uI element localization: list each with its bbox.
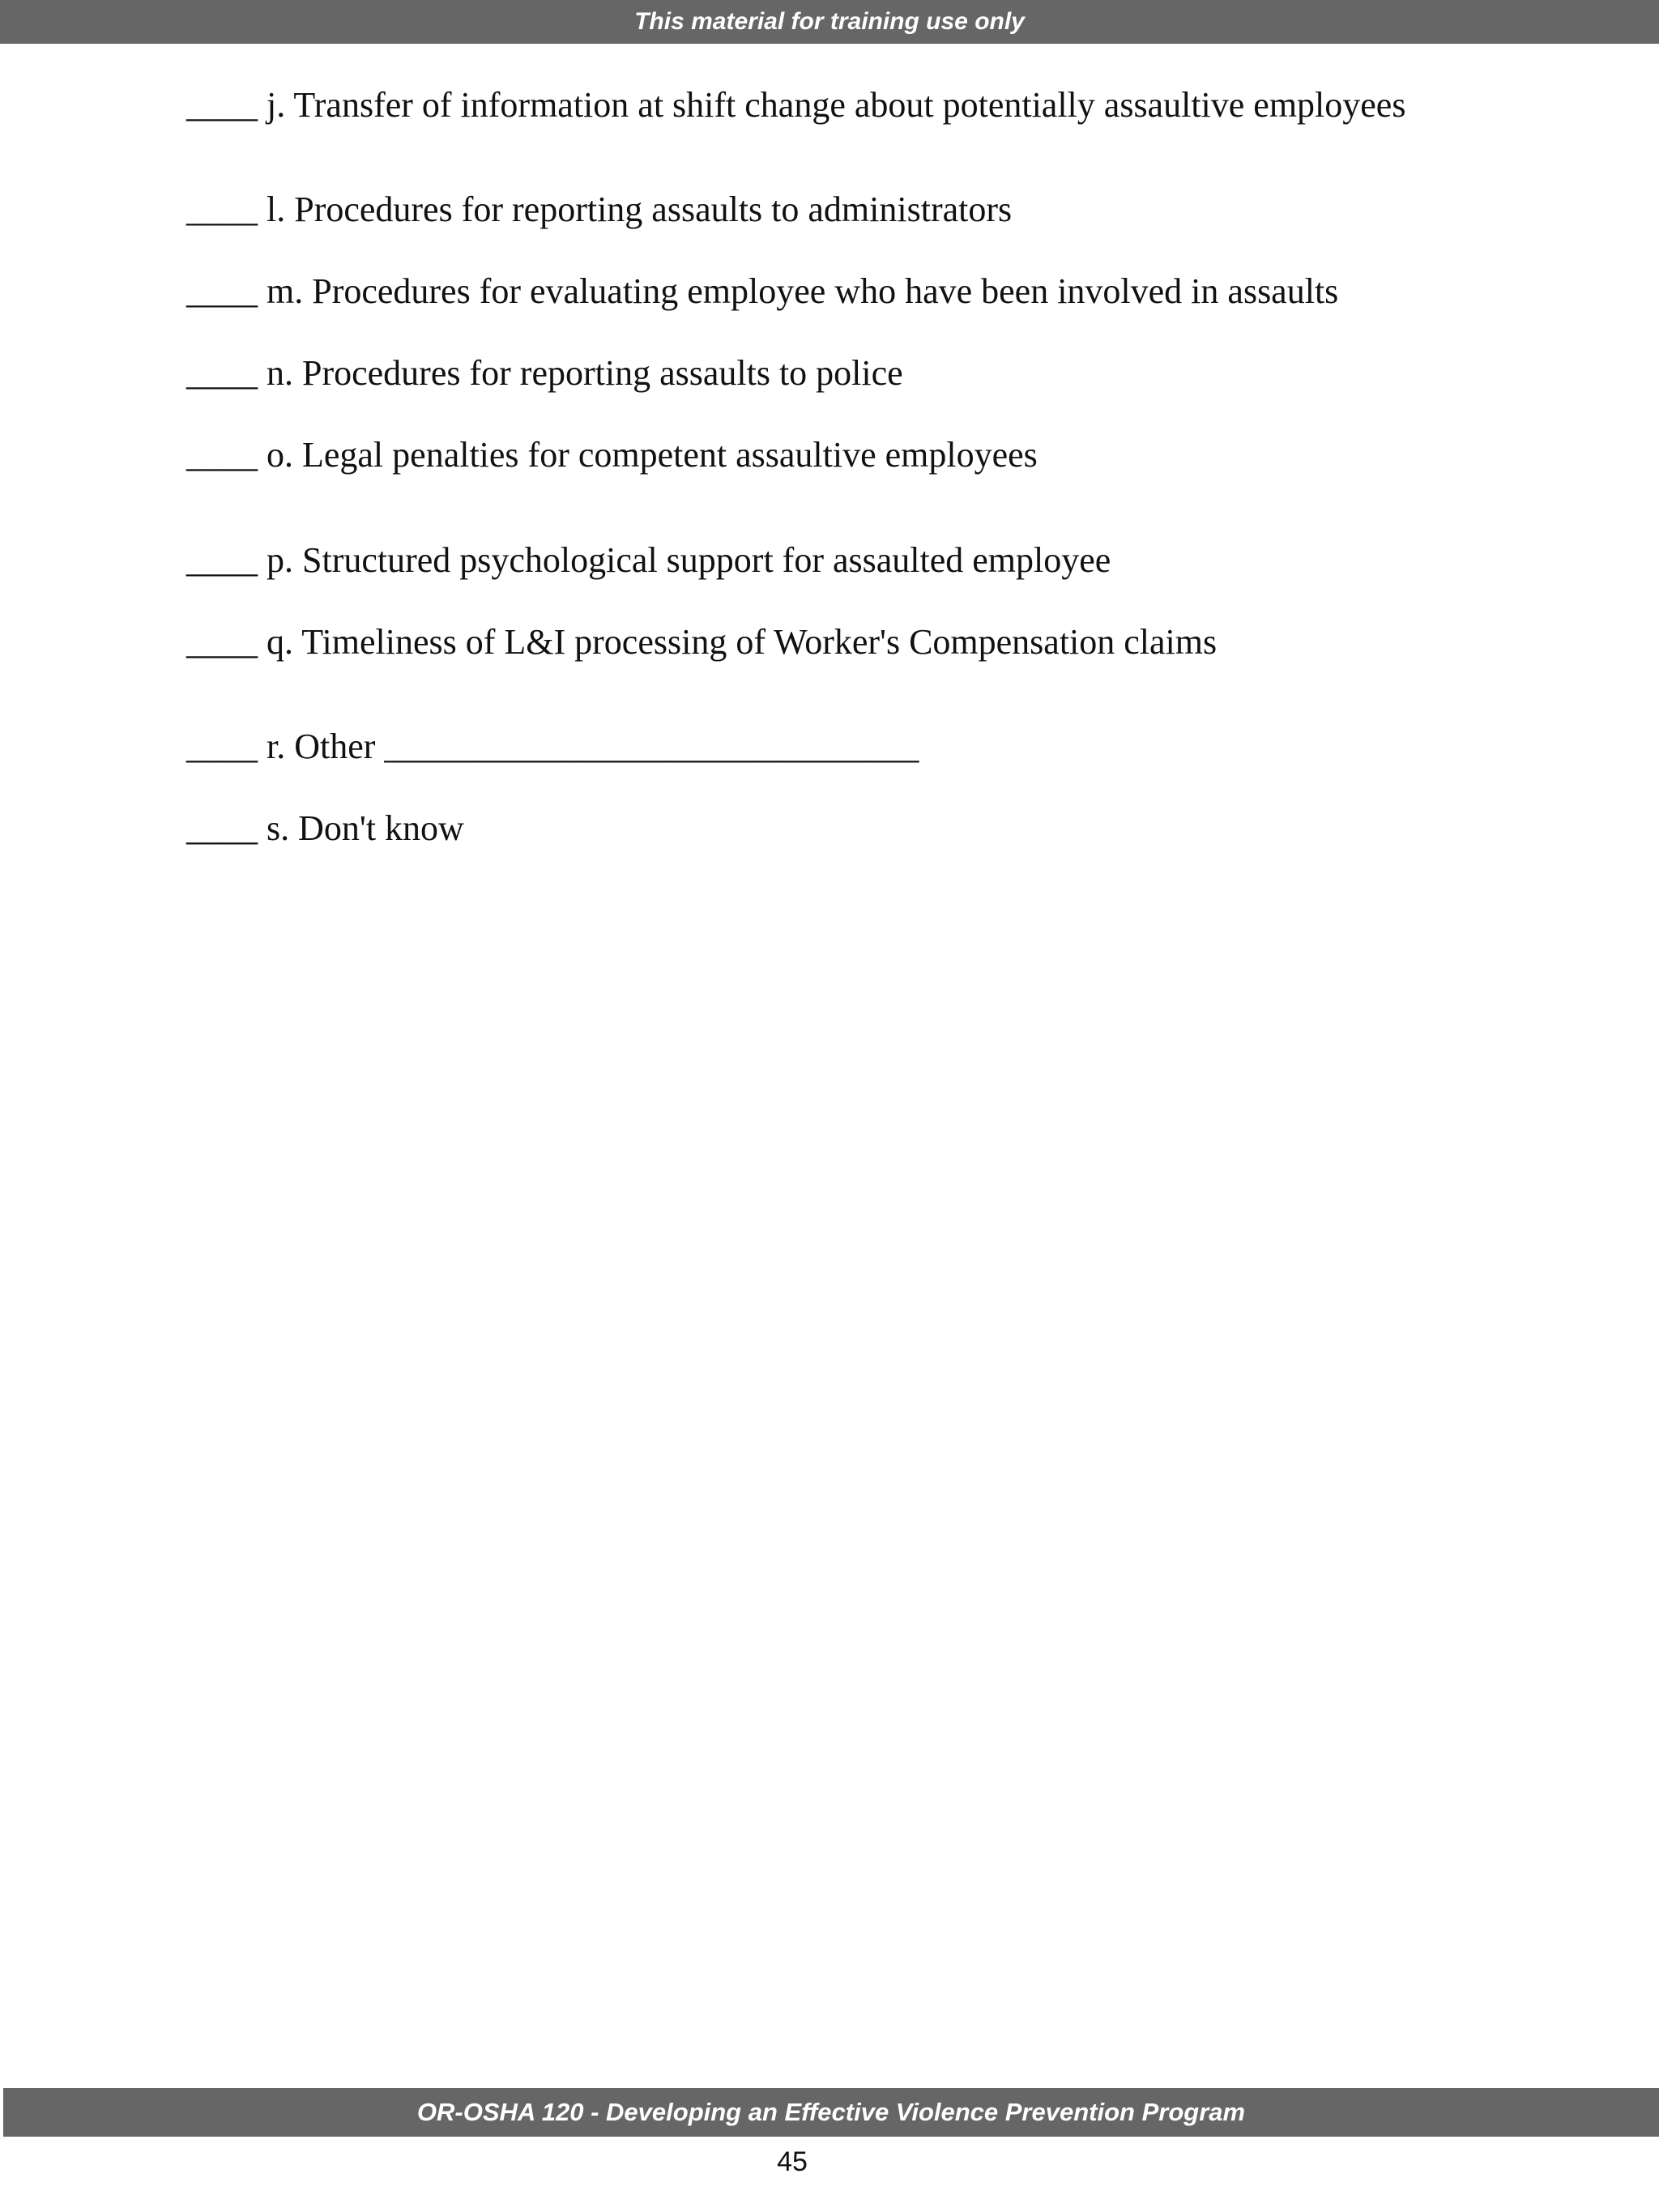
item-text: s. Don't know xyxy=(267,808,464,848)
checklist-item-m xyxy=(186,271,1339,311)
answer-blank[interactable]: ____ xyxy=(186,353,258,393)
checklist-item-p xyxy=(186,540,1111,580)
footer-banner: OR-OSHA 120 - Developing an Effective Violence Prevention Program xyxy=(3,2088,1659,2137)
item-text: m. Procedures for evaluating employee who have been involved in assaults xyxy=(267,271,1339,311)
checklist-item-q xyxy=(186,624,1217,660)
checklist-item-r xyxy=(186,729,919,765)
item-text: o. Legal penalties for competent assaultive employees xyxy=(267,435,1038,475)
answer-blank[interactable]: ____ xyxy=(186,190,258,229)
answer-blank[interactable]: ____ xyxy=(186,85,258,125)
checklist-item-l xyxy=(186,192,1012,228)
checklist-item-o xyxy=(186,437,1038,473)
item-text: q. Timeliness of L&I processing of Worker's Compensation claims xyxy=(267,622,1218,662)
item-text: p. Structured psychological support for assaulted employee xyxy=(267,540,1111,580)
checklist-item-s xyxy=(186,808,464,848)
item-text: j. Transfer of information at shift change about potentially assaultive employees xyxy=(267,85,1406,125)
answer-blank[interactable]: ____ xyxy=(186,808,258,848)
answer-blank[interactable]: ____ xyxy=(186,540,258,580)
item-text: n. Procedures for reporting assaults to police xyxy=(267,353,903,393)
page-number: 45 xyxy=(777,2146,808,2177)
checklist-item-j xyxy=(186,87,1405,123)
top-banner: This material for training use only xyxy=(0,0,1659,44)
item-text: r. Other ______________________________ xyxy=(267,727,919,766)
item-text: l. Procedures for reporting assaults to administrators xyxy=(267,190,1013,229)
answer-blank[interactable]: ____ xyxy=(186,622,258,662)
checklist-item-n xyxy=(186,353,903,393)
answer-blank[interactable]: ____ xyxy=(186,727,258,766)
answer-blank[interactable]: ____ xyxy=(186,271,258,311)
answer-blank[interactable]: ____ xyxy=(186,435,258,475)
